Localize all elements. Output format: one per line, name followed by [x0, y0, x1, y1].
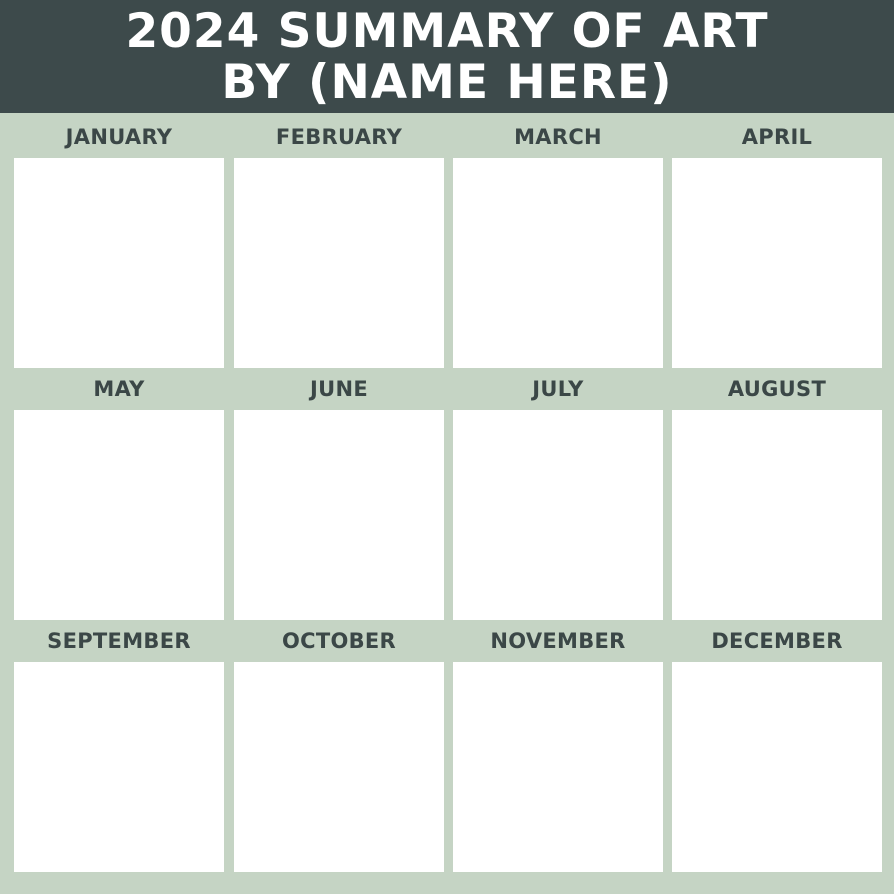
- month-cell-october: [234, 620, 444, 872]
- title-line-1: 2024 SUMMARY OF ART: [125, 4, 769, 59]
- month-cell-may: [14, 368, 224, 620]
- artwork-box: [234, 158, 444, 368]
- month-cell-august: [672, 368, 882, 620]
- month-label: SEPTEMBER: [47, 629, 191, 653]
- month-label: JUNE: [310, 377, 368, 401]
- month-cell-november: [453, 620, 663, 872]
- artwork-box: [14, 158, 224, 368]
- artwork-box: [453, 410, 663, 620]
- artwork-box: [14, 662, 224, 872]
- artwork-box: [672, 158, 882, 368]
- artwork-box: [453, 662, 663, 872]
- month-label: JANUARY: [65, 125, 173, 149]
- month-label: NOVEMBER: [490, 629, 626, 653]
- month-cell-april: [672, 116, 882, 368]
- artwork-box: [672, 410, 882, 620]
- month-cell-july: [453, 368, 663, 620]
- month-label: OCTOBER: [281, 629, 397, 653]
- month-label: JULY: [532, 377, 584, 401]
- artwork-box: [672, 662, 882, 872]
- month-cell-january: [14, 116, 224, 368]
- month-label: MARCH: [514, 125, 602, 149]
- month-cell-march: [453, 116, 663, 368]
- artwork-box: [234, 662, 444, 872]
- month-label: FEBRUARY: [275, 125, 403, 149]
- month-label: AUGUST: [727, 377, 827, 401]
- month-label: MAY: [93, 377, 145, 401]
- month-label: DECEMBER: [711, 629, 843, 653]
- title-banner: [0, 0, 894, 113]
- month-cell-february: [234, 116, 444, 368]
- month-cell-june: [234, 368, 444, 620]
- artwork-box: [234, 410, 444, 620]
- month-label: APRIL: [741, 125, 813, 149]
- artwork-box: [453, 158, 663, 368]
- artwork-box: [14, 410, 224, 620]
- month-cell-september: [14, 620, 224, 872]
- title-line-2: BY (NAME HERE): [221, 55, 673, 110]
- month-cell-december: [672, 620, 882, 872]
